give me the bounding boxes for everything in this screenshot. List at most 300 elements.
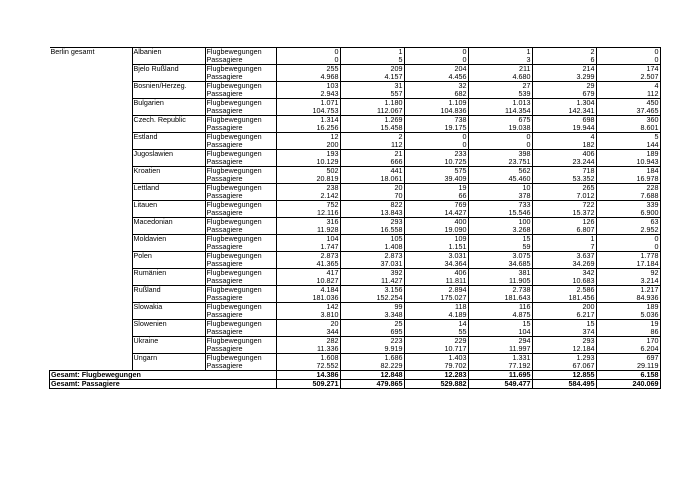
table-row (50, 56, 661, 65)
region-cell (50, 269, 133, 278)
value-cell: 0 (276, 56, 340, 65)
value-cell: 200 (532, 303, 596, 312)
value-cell: 189 (596, 150, 660, 159)
value-cell: 738 (404, 116, 468, 125)
flight-statistics-table (49, 47, 661, 389)
value-cell: 255 (276, 65, 340, 74)
value-cell: 82.229 (340, 362, 404, 371)
country-name: Albanien (132, 48, 205, 57)
metric-label: Flugbewegungen (205, 99, 276, 108)
value-cell: 72.552 (276, 362, 340, 371)
table-row (50, 362, 661, 371)
value-cell: 1.013 (468, 99, 532, 108)
value-cell: 16.978 (596, 175, 660, 184)
value-cell: 10.717 (404, 345, 468, 354)
value-cell: 16.558 (340, 226, 404, 235)
value-cell: 104.753 (276, 107, 340, 116)
country-name: Bulgarien (132, 99, 205, 108)
total-value-cell: 14.386 (276, 371, 340, 380)
value-cell: 112 (340, 141, 404, 150)
value-cell: 21 (340, 150, 404, 159)
value-cell: 5.036 (596, 311, 660, 320)
value-cell: 11.427 (340, 277, 404, 286)
country-cell (132, 192, 205, 201)
country-cell (132, 294, 205, 303)
value-cell: 4.456 (404, 73, 468, 82)
region-cell (50, 107, 133, 116)
total-row (50, 380, 661, 389)
metric-label: Flugbewegungen (205, 201, 276, 210)
value-cell: 4.680 (468, 73, 532, 82)
value-cell: 181.036 (276, 294, 340, 303)
value-cell: 77.192 (468, 362, 532, 371)
country-cell (132, 260, 205, 269)
country-cell (132, 362, 205, 371)
metric-label: Flugbewegungen (205, 303, 276, 312)
value-cell: 53.352 (532, 175, 596, 184)
value-cell: 20 (276, 320, 340, 329)
metric-label: Flugbewegungen (205, 286, 276, 295)
value-cell: 1.314 (276, 116, 340, 125)
value-cell: 0 (404, 133, 468, 142)
value-cell: 100 (468, 218, 532, 227)
country-cell (132, 175, 205, 184)
total-value-cell: 12.283 (404, 371, 468, 380)
value-cell: 10.943 (596, 158, 660, 167)
value-cell: 170 (596, 337, 660, 346)
value-cell: 4.184 (276, 286, 340, 295)
table-row (50, 269, 661, 278)
metric-label: Flugbewegungen (205, 252, 276, 261)
value-cell: 1.331 (468, 354, 532, 363)
value-cell: 1 (340, 48, 404, 57)
value-cell: 392 (340, 269, 404, 278)
value-cell: 5 (340, 56, 404, 65)
metric-label: Flugbewegungen (205, 65, 276, 74)
table-row (50, 99, 661, 108)
value-cell: 8.601 (596, 124, 660, 133)
country-cell (132, 90, 205, 99)
metric-label: Passagiere (205, 73, 276, 82)
value-cell: 31 (340, 82, 404, 91)
table-row (50, 133, 661, 142)
value-cell: 200 (276, 141, 340, 150)
value-cell: 381 (468, 269, 532, 278)
value-cell: 15.372 (532, 209, 596, 218)
region-cell (50, 209, 133, 218)
value-cell: 114.354 (468, 107, 532, 116)
table-row (50, 328, 661, 337)
value-cell: 1.403 (404, 354, 468, 363)
region-cell (50, 286, 133, 295)
total-row (50, 371, 661, 380)
value-cell: 3.348 (340, 311, 404, 320)
metric-label: Flugbewegungen (205, 167, 276, 176)
value-cell: 175.027 (404, 294, 468, 303)
region-cell (50, 235, 133, 244)
metric-label: Flugbewegungen (205, 320, 276, 329)
value-cell: 182 (532, 141, 596, 150)
value-cell: 450 (596, 99, 660, 108)
table-row (50, 243, 661, 252)
region-cell (50, 337, 133, 346)
value-cell: 5 (596, 133, 660, 142)
country-cell (132, 209, 205, 218)
region-cell (50, 320, 133, 329)
value-cell: 0 (404, 56, 468, 65)
value-cell: 23.751 (468, 158, 532, 167)
table-row (50, 303, 661, 312)
value-cell: 10.827 (276, 277, 340, 286)
value-cell: 6.217 (532, 311, 596, 320)
value-cell: 92 (596, 269, 660, 278)
value-cell: 822 (340, 201, 404, 210)
region-cell (50, 328, 133, 337)
value-cell: 6 (532, 56, 596, 65)
region-cell (50, 277, 133, 286)
value-cell: 265 (532, 184, 596, 193)
value-cell: 118 (404, 303, 468, 312)
metric-label: Passagiere (205, 345, 276, 354)
table-row (50, 260, 661, 269)
country-name: Rumänien (132, 269, 205, 278)
country-name: Slowakia (132, 303, 205, 312)
value-cell: 7.688 (596, 192, 660, 201)
metric-label: Passagiere (205, 141, 276, 150)
metric-label: Passagiere (205, 311, 276, 320)
value-cell: 1.304 (532, 99, 596, 108)
value-cell: 666 (340, 158, 404, 167)
value-cell: 718 (532, 167, 596, 176)
value-cell: 575 (404, 167, 468, 176)
value-cell: 99 (340, 303, 404, 312)
country-cell (132, 243, 205, 252)
table-row (50, 48, 661, 57)
value-cell: 12.184 (532, 345, 596, 354)
table-row (50, 320, 661, 329)
value-cell: 1.109 (404, 99, 468, 108)
value-cell: 15 (468, 235, 532, 244)
metric-label: Passagiere (205, 277, 276, 286)
total-value-cell: 479.865 (340, 380, 404, 389)
table-row (50, 252, 661, 261)
value-cell: 1.686 (340, 354, 404, 363)
table-row (50, 354, 661, 363)
table-row (50, 107, 661, 116)
metric-label: Passagiere (205, 260, 276, 269)
value-cell: 675 (468, 116, 532, 125)
value-cell: 752 (276, 201, 340, 210)
value-cell: 2.873 (276, 252, 340, 261)
metric-label: Flugbewegungen (205, 82, 276, 91)
country-name: Jugoslawien (132, 150, 205, 159)
country-name: Kroatien (132, 167, 205, 176)
table-row (50, 311, 661, 320)
table-row (50, 337, 661, 346)
metric-label: Passagiere (205, 90, 276, 99)
metric-label: Passagiere (205, 192, 276, 201)
value-cell: 344 (276, 328, 340, 337)
region-cell (50, 133, 133, 142)
table-row (50, 150, 661, 159)
metric-label: Passagiere (205, 294, 276, 303)
value-cell: 1.071 (276, 99, 340, 108)
country-cell (132, 141, 205, 150)
country-cell (132, 56, 205, 65)
value-cell: 14.427 (404, 209, 468, 218)
value-cell: 4.157 (340, 73, 404, 82)
country-name: Moldavien (132, 235, 205, 244)
value-cell: 398 (468, 150, 532, 159)
value-cell: 1.293 (532, 354, 596, 363)
value-cell: 1.269 (340, 116, 404, 125)
value-cell: 1 (532, 235, 596, 244)
value-cell: 193 (276, 150, 340, 159)
region-cell (50, 65, 133, 74)
value-cell: 144 (596, 141, 660, 150)
country-cell (132, 328, 205, 337)
value-cell: 20.819 (276, 175, 340, 184)
value-cell: 34.685 (468, 260, 532, 269)
region-cell (50, 90, 133, 99)
value-cell: 2.142 (276, 192, 340, 201)
metric-label: Passagiere (205, 209, 276, 218)
value-cell: 0 (404, 141, 468, 150)
value-cell: 6.204 (596, 345, 660, 354)
table-row (50, 192, 661, 201)
value-cell: 223 (340, 337, 404, 346)
value-cell: 4.968 (276, 73, 340, 82)
total-label: Gesamt: Passagiere (50, 380, 277, 389)
value-cell: 6.900 (596, 209, 660, 218)
region-cell (50, 116, 133, 125)
value-cell: 109 (404, 235, 468, 244)
metric-label: Flugbewegungen (205, 133, 276, 142)
value-cell: 3.637 (532, 252, 596, 261)
value-cell: 11.811 (404, 277, 468, 286)
value-cell: 2.894 (404, 286, 468, 295)
value-cell: 32 (404, 82, 468, 91)
value-cell: 17.184 (596, 260, 660, 269)
value-cell: 238 (276, 184, 340, 193)
value-cell: 19.175 (404, 124, 468, 133)
country-name: Czech. Republic (132, 116, 205, 125)
value-cell: 34.269 (532, 260, 596, 269)
region-cell (50, 303, 133, 312)
metric-label: Passagiere (205, 226, 276, 235)
total-value-cell: 240.069 (596, 380, 660, 389)
value-cell: 3.031 (404, 252, 468, 261)
table-body (50, 48, 661, 389)
region-cell (50, 311, 133, 320)
value-cell: 2 (340, 133, 404, 142)
value-cell: 104 (276, 235, 340, 244)
region-cell (50, 141, 133, 150)
value-cell: 79.702 (404, 362, 468, 371)
country-name: Bjelo Rußland (132, 65, 205, 74)
country-cell (132, 107, 205, 116)
country-cell (132, 124, 205, 133)
value-cell: 23.244 (532, 158, 596, 167)
value-cell: 66 (404, 192, 468, 201)
value-cell: 10.725 (404, 158, 468, 167)
table-row (50, 90, 661, 99)
value-cell: 294 (468, 337, 532, 346)
value-cell: 126 (532, 218, 596, 227)
value-cell: 14 (404, 320, 468, 329)
value-cell: 104 (468, 328, 532, 337)
value-cell: 3.268 (468, 226, 532, 235)
value-cell: 152.254 (340, 294, 404, 303)
value-cell: 18.061 (340, 175, 404, 184)
value-cell: 10.129 (276, 158, 340, 167)
value-cell: 25 (340, 320, 404, 329)
table-row (50, 158, 661, 167)
value-cell: 9.919 (340, 345, 404, 354)
table-row (50, 82, 661, 91)
metric-label: Passagiere (205, 107, 276, 116)
table-row (50, 184, 661, 193)
value-cell: 84.936 (596, 294, 660, 303)
region-cell (50, 175, 133, 184)
value-cell: 86 (596, 328, 660, 337)
value-cell: 37.031 (340, 260, 404, 269)
value-cell: 539 (468, 90, 532, 99)
total-label: Gesamt: Flugbewegungen (50, 371, 277, 380)
value-cell: 4 (532, 133, 596, 142)
country-cell (132, 158, 205, 167)
value-cell: 374 (532, 328, 596, 337)
value-cell: 142 (276, 303, 340, 312)
total-value-cell: 6.158 (596, 371, 660, 380)
country-name: Lettland (132, 184, 205, 193)
table-row (50, 277, 661, 286)
total-value-cell: 584.495 (532, 380, 596, 389)
region-cell (50, 243, 133, 252)
value-cell: 229 (404, 337, 468, 346)
value-cell: 104.836 (404, 107, 468, 116)
country-name: Polen (132, 252, 205, 261)
value-cell: 3 (468, 56, 532, 65)
value-cell: 19 (404, 184, 468, 193)
value-cell: 2.507 (596, 73, 660, 82)
value-cell: 342 (532, 269, 596, 278)
value-cell: 37.465 (596, 107, 660, 116)
value-cell: 4.189 (404, 311, 468, 320)
value-cell: 7.012 (532, 192, 596, 201)
value-cell: 16.256 (276, 124, 340, 133)
value-cell: 105 (340, 235, 404, 244)
value-cell: 316 (276, 218, 340, 227)
value-cell: 209 (340, 65, 404, 74)
region-cell (50, 226, 133, 235)
region-cell (50, 362, 133, 371)
value-cell: 441 (340, 167, 404, 176)
country-name: Rußland (132, 286, 205, 295)
value-cell: 228 (596, 184, 660, 193)
value-cell: 116 (468, 303, 532, 312)
value-cell: 2.952 (596, 226, 660, 235)
value-cell: 103 (276, 82, 340, 91)
country-cell (132, 277, 205, 286)
table-row (50, 345, 661, 354)
metric-label: Flugbewegungen (205, 235, 276, 244)
table-row (50, 167, 661, 176)
value-cell: 339 (596, 201, 660, 210)
value-cell: 11.928 (276, 226, 340, 235)
value-cell: 29.119 (596, 362, 660, 371)
metric-label: Passagiere (205, 328, 276, 337)
metric-label: Passagiere (205, 158, 276, 167)
value-cell: 1.747 (276, 243, 340, 252)
value-cell: 11.997 (468, 345, 532, 354)
country-name: Bosnien/Herzeg. (132, 82, 205, 91)
region-cell (50, 354, 133, 363)
value-cell: 682 (404, 90, 468, 99)
value-cell: 184 (596, 167, 660, 176)
value-cell: 2.586 (532, 286, 596, 295)
region-label: Berlin gesamt (50, 48, 133, 57)
value-cell: 19.090 (404, 226, 468, 235)
value-cell: 112 (596, 90, 660, 99)
value-cell: 15.546 (468, 209, 532, 218)
value-cell: 41.365 (276, 260, 340, 269)
value-cell: 562 (468, 167, 532, 176)
value-cell: 211 (468, 65, 532, 74)
table-row (50, 286, 661, 295)
value-cell: 19.944 (532, 124, 596, 133)
value-cell: 502 (276, 167, 340, 176)
value-cell: 378 (468, 192, 532, 201)
region-cell (50, 345, 133, 354)
value-cell: 10.683 (532, 277, 596, 286)
value-cell: 1.180 (340, 99, 404, 108)
total-value-cell: 12.848 (340, 371, 404, 380)
value-cell: 293 (340, 218, 404, 227)
table-row (50, 294, 661, 303)
table-row (50, 65, 661, 74)
region-cell (50, 99, 133, 108)
metric-label: Passagiere (205, 362, 276, 371)
value-cell: 1.217 (596, 286, 660, 295)
value-cell: 1.151 (404, 243, 468, 252)
value-cell: 3.214 (596, 277, 660, 286)
value-cell: 181.456 (532, 294, 596, 303)
region-cell (50, 201, 133, 210)
metric-label: Flugbewegungen (205, 269, 276, 278)
region-cell (50, 124, 133, 133)
value-cell: 29 (532, 82, 596, 91)
value-cell: 59 (468, 243, 532, 252)
metric-label: Passagiere (205, 175, 276, 184)
region-cell (50, 167, 133, 176)
value-cell: 0 (596, 243, 660, 252)
country-cell (132, 73, 205, 82)
value-cell: 39.409 (404, 175, 468, 184)
value-cell: 733 (468, 201, 532, 210)
value-cell: 70 (340, 192, 404, 201)
country-name: Ukraine (132, 337, 205, 346)
table-row (50, 218, 661, 227)
value-cell: 1.778 (596, 252, 660, 261)
value-cell: 3.299 (532, 73, 596, 82)
value-cell: 12 (276, 133, 340, 142)
value-cell: 63 (596, 218, 660, 227)
value-cell: 11.336 (276, 345, 340, 354)
country-name: Estland (132, 133, 205, 142)
region-cell (50, 82, 133, 91)
value-cell: 27 (468, 82, 532, 91)
